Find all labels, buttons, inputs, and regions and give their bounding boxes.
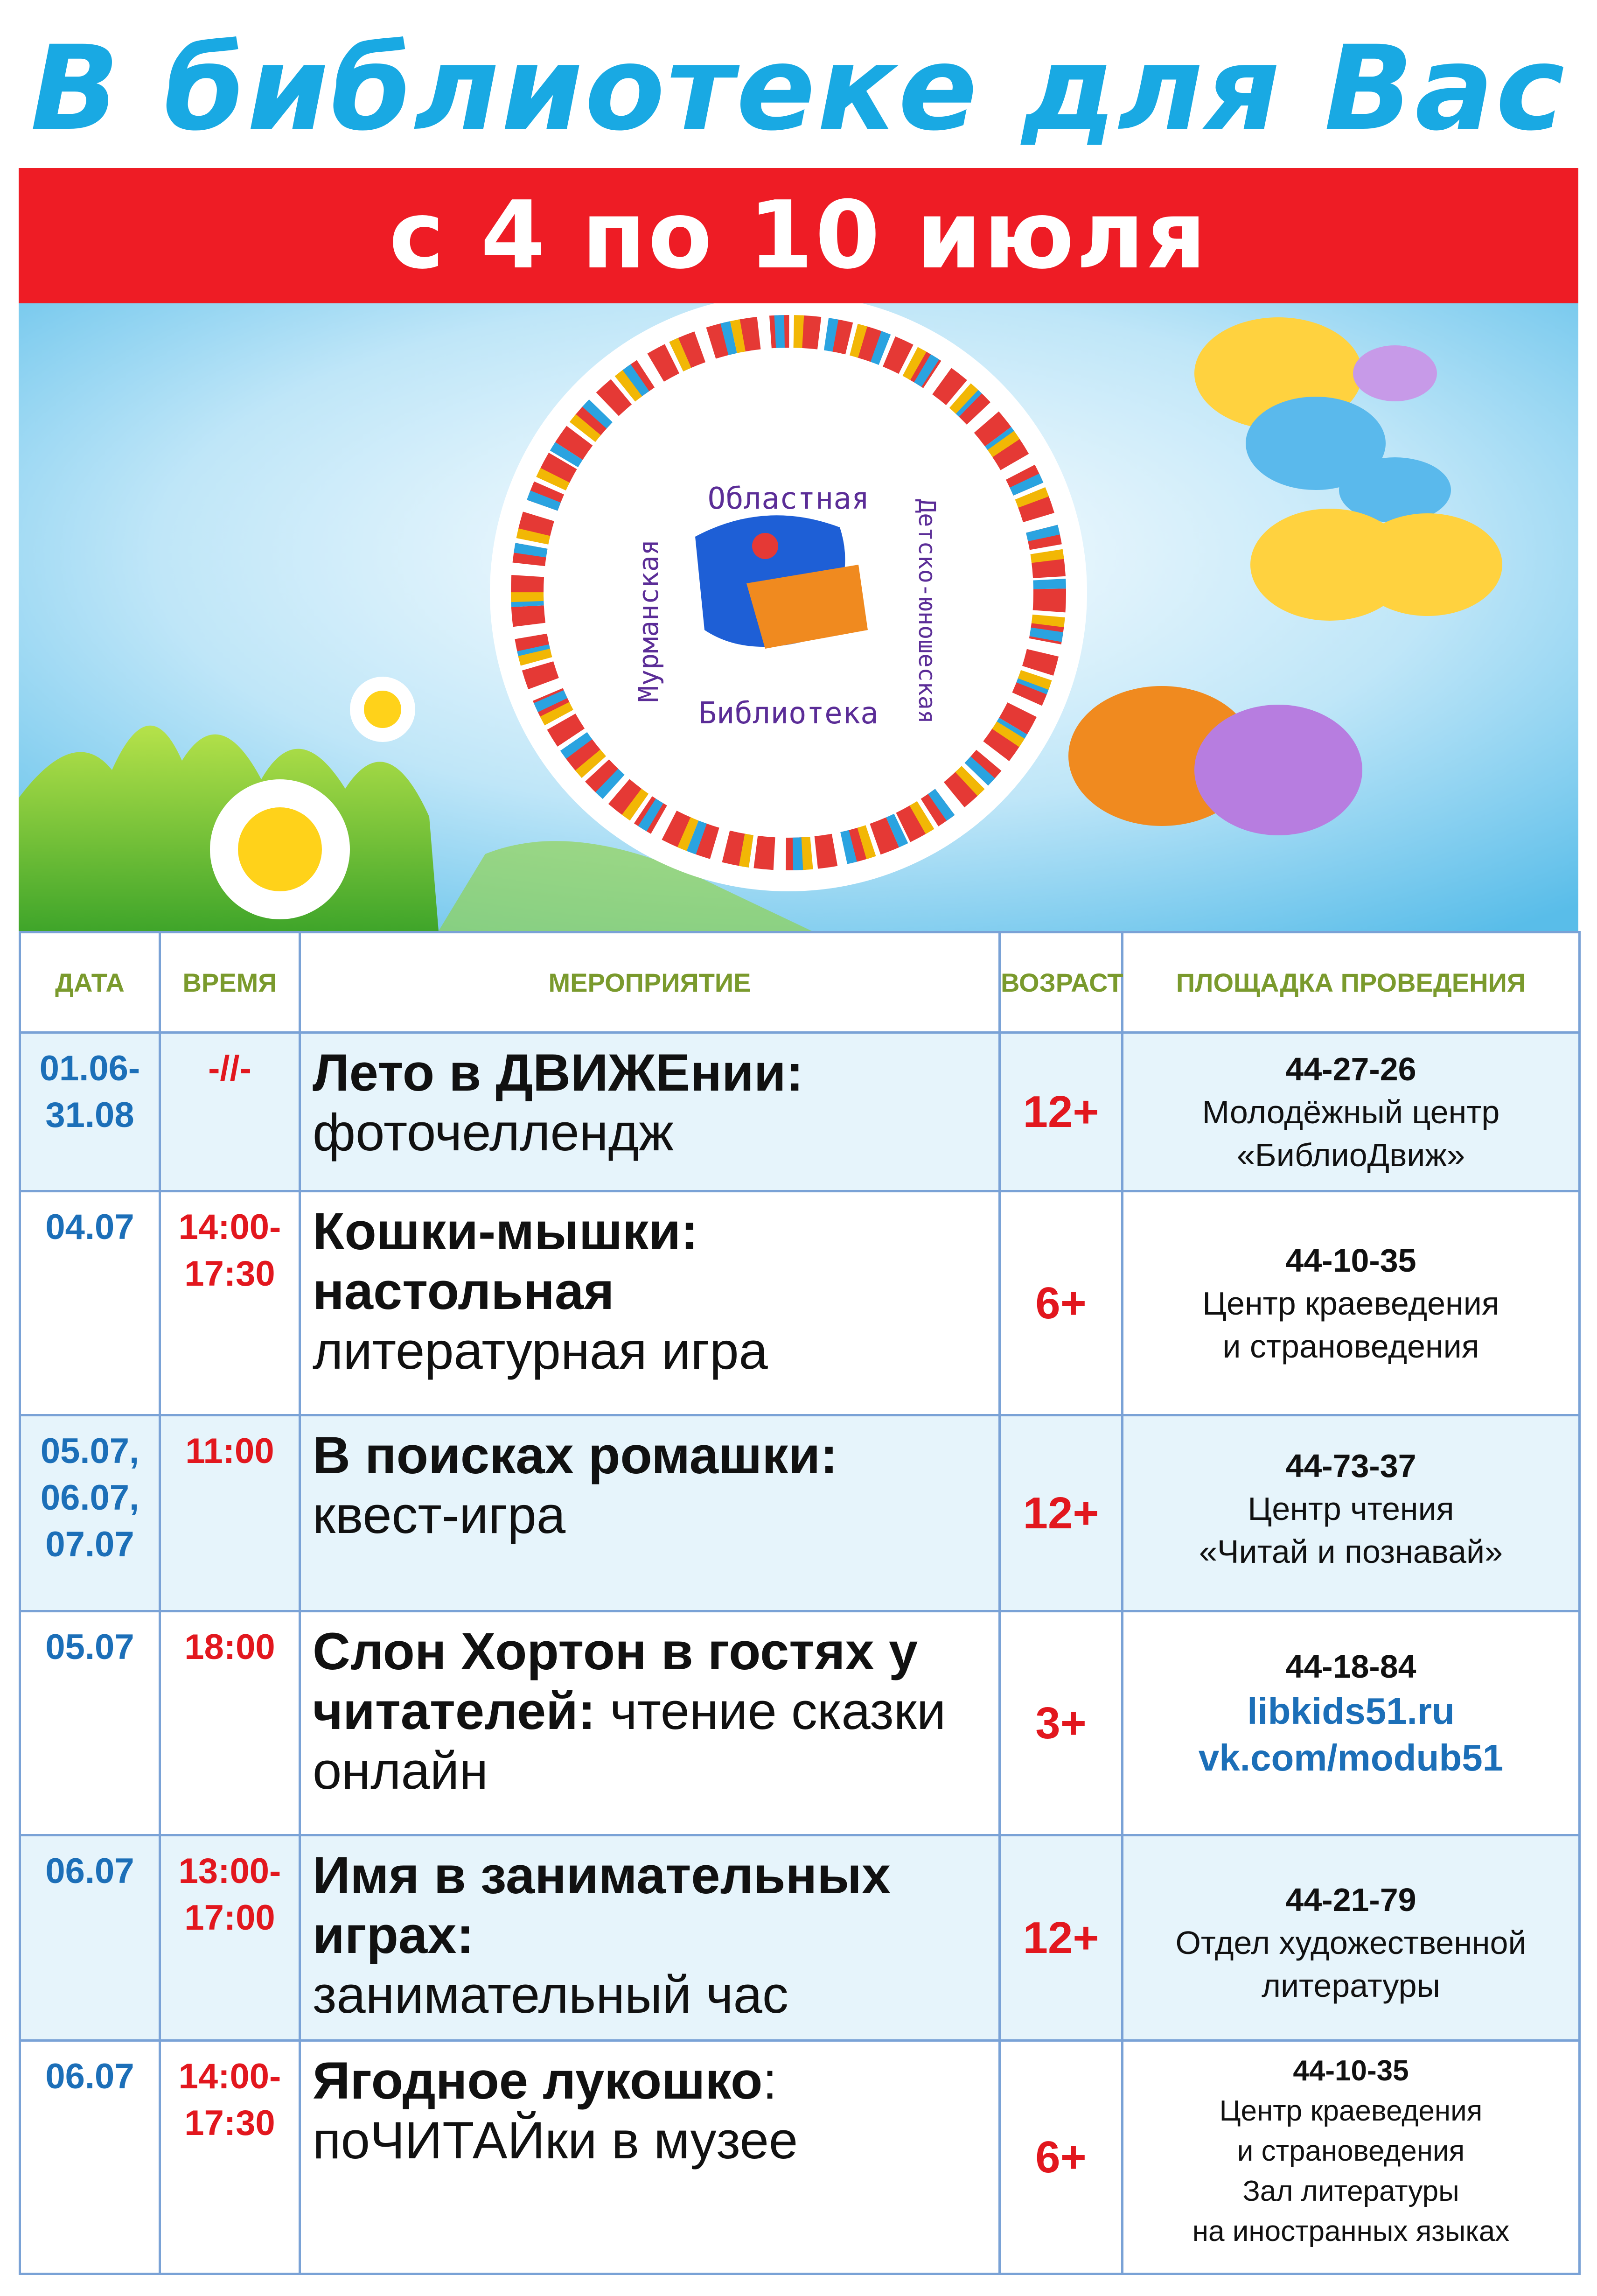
event-date: 05.07, 06.07, 07.07 [20,1415,160,1611]
age-rating: 6+ [1000,1191,1123,1415]
table-row [20,1835,1580,2041]
page-title: В библиотеке для Вас [30,21,1567,156]
event-date: 01.06- 31.08 [20,1033,160,1191]
event-time: 11:00 [160,1415,300,1611]
event-title: Лето в ДВИЖЕнии: фоточеллендж [300,1033,1000,1191]
event-time: 14:00- 17:30 [160,1191,300,1415]
event-venue: 44-21-79 Отдел художественной литературы [1123,1835,1580,2041]
svg-text:Библиотека: Библиотека [698,696,879,731]
event-title: Ягодное лукошко: поЧИТАЙки в музее [300,2041,1000,2274]
age-rating: 12+ [1000,1033,1123,1191]
header-time: ВРЕМЯ [160,932,300,1033]
event-date: 05.07 [20,1611,160,1835]
event-time: 13:00- 17:00 [160,1835,300,2041]
library-logo [490,303,1087,891]
event-venue: 44-27-26 Молодёжный центр «БиблиоДвиж» [1123,1033,1580,1191]
header-event: МЕРОПРИЯТИЕ [300,932,1000,1033]
event-title: В поисках ромашки: квест-игра [300,1415,1000,1611]
table-row [20,1191,1580,1415]
event-date: 06.07 [20,2041,160,2274]
svg-text:Мурманская: Мурманская [633,539,664,702]
event-title: Имя в занимательных играх: занимательный час [300,1835,1000,2041]
table-row [20,1033,1580,1191]
svg-text:Детско-юношеская: Детско-юношеская [914,499,941,724]
header-age: ВОЗРАСТ [1000,932,1123,1033]
event-title: Слон Хортон в гостях у читателей: чтение сказки онлайн [300,1611,1000,1835]
vk-link[interactable]: vk.com/modub51 [1198,1737,1504,1778]
event-date: 04.07 [20,1191,160,1415]
event-venue: 44-10-35 Центр краеведения и страноведения Зал литературы на иностранных языках [1123,2041,1580,2274]
event-time: 14:00- 17:30 [160,2041,300,2274]
date-range-banner: с 4 по 10 июля [19,168,1578,303]
table-row [20,2041,1580,2274]
svg-text:Областная: Областная [707,482,870,516]
header-venue: ПЛОЩАДКА ПРОВЕДЕНИЯ [1123,932,1580,1033]
table-row [20,1415,1580,1611]
table-row [20,1611,1580,1835]
age-rating: 12+ [1000,1415,1123,1611]
event-time: -//- [160,1033,300,1191]
event-time: 18:00 [160,1611,300,1835]
hero-illustration [19,303,1578,931]
age-rating: 6+ [1000,2041,1123,2274]
age-rating: 3+ [1000,1611,1123,1835]
event-venue: 44-73-37 Центр чтения «Читай и познавай» [1123,1415,1580,1611]
events-table [19,931,1578,2275]
event-date: 06.07 [20,1835,160,2041]
age-rating: 12+ [1000,1835,1123,2041]
table-header-row [20,932,1580,1033]
header-date: ДАТА [20,932,160,1033]
event-title: Кошки-мышки: настольная литературная игра [300,1191,1000,1415]
event-venue: 44-10-35 Центр краеведения и страноведения [1123,1191,1580,1415]
website-link[interactable]: libkids51.ru [1247,1690,1455,1732]
event-venue: 44-18-84 libkids51.ru vk.com/modub51 [1123,1611,1580,1835]
